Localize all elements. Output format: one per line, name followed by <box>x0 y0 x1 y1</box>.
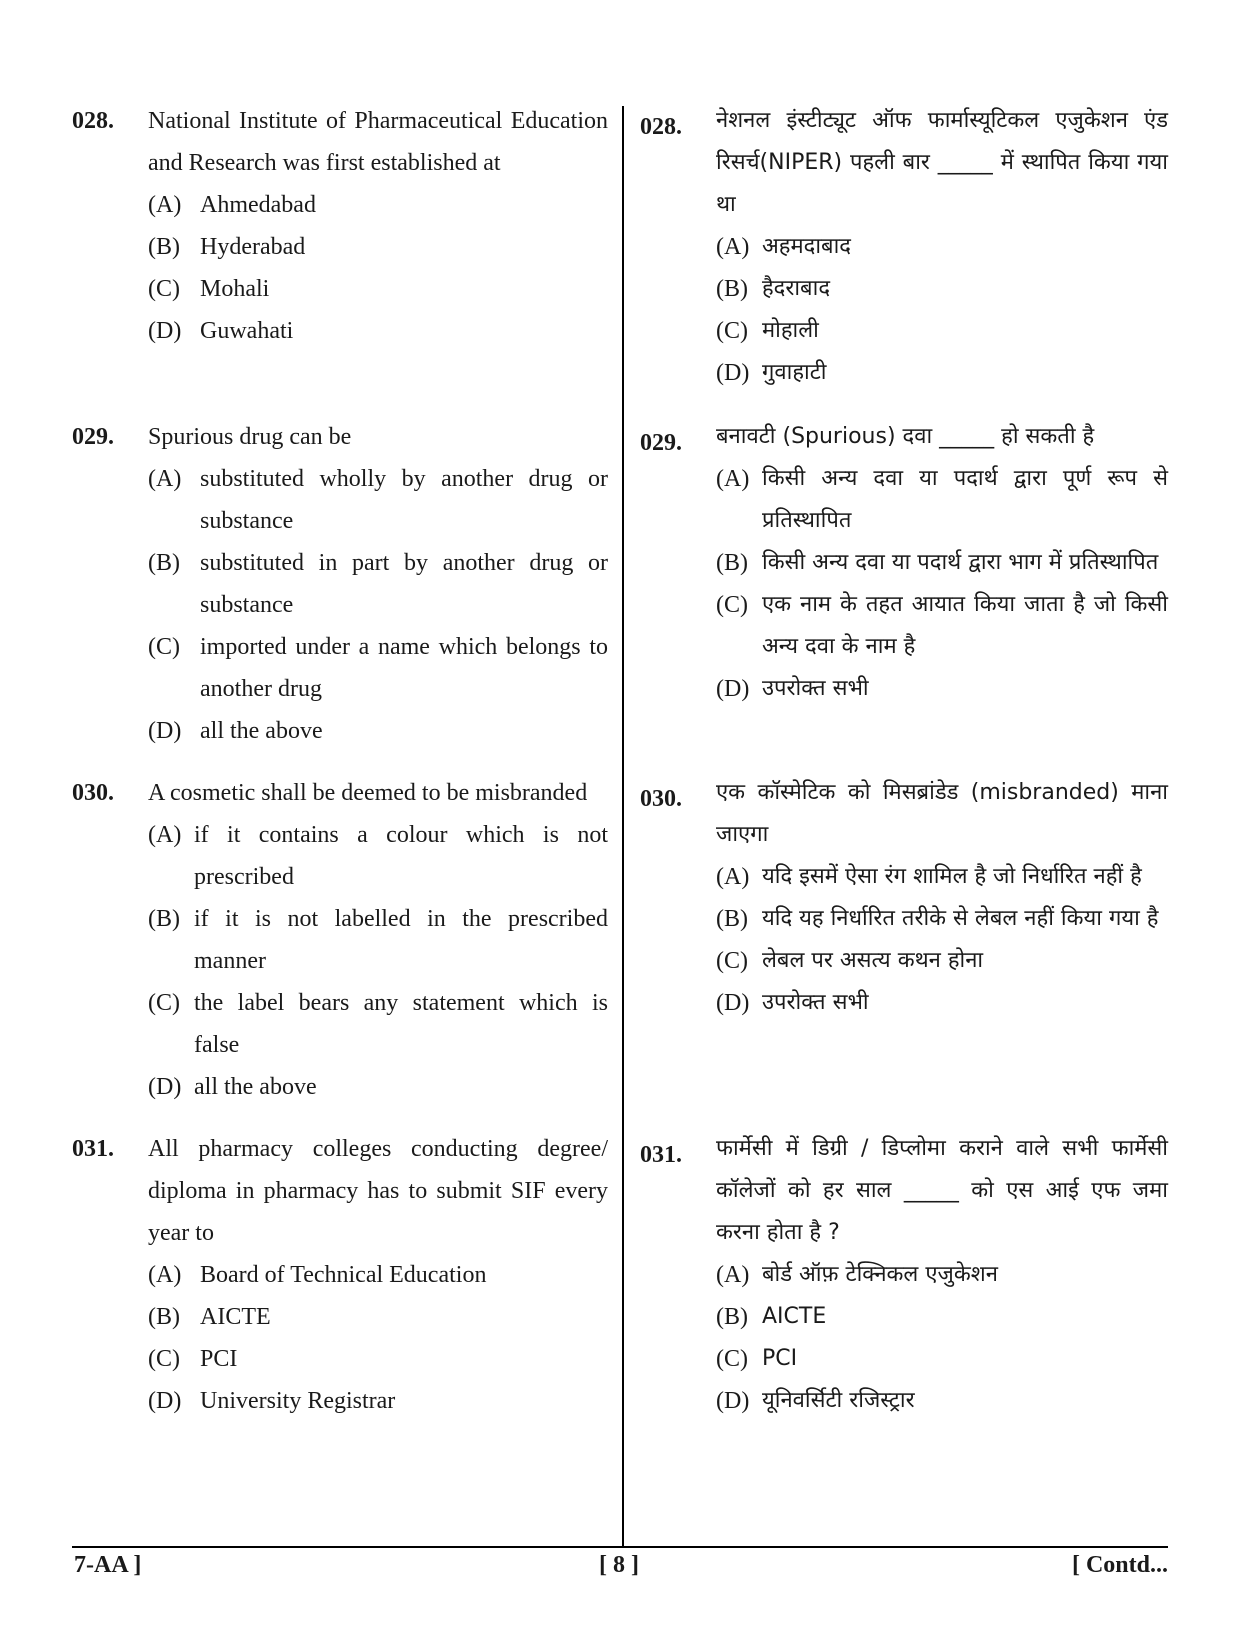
question-028-hi <box>640 100 1168 394</box>
option-c <box>148 626 608 710</box>
option-d <box>148 710 608 752</box>
option-text: if it is not labelled in the prescribed manner <box>194 906 608 974</box>
question-028-en <box>72 100 608 352</box>
question-031-en <box>72 1128 608 1422</box>
option-label: (D) <box>716 990 750 1016</box>
option-d <box>716 668 1168 710</box>
booklet-code: 7-AA ] <box>74 1552 142 1578</box>
option-label: (C) <box>148 276 180 302</box>
option-text: गुवाहाटी <box>762 360 827 385</box>
option-label: (D) <box>148 1074 182 1100</box>
option-label: (B) <box>148 234 180 260</box>
option-d <box>716 1380 1168 1422</box>
options-list <box>716 226 1168 394</box>
option-text: University Registrar <box>200 1388 396 1414</box>
option-text: उपरोक्त सभी <box>762 676 869 701</box>
option-label: (C) <box>148 1346 180 1372</box>
option-c <box>148 1338 608 1380</box>
option-text: Board of Technical Education <box>200 1262 487 1288</box>
option-label: (B) <box>148 550 180 576</box>
option-label: (A) <box>148 1262 182 1288</box>
option-label: (C) <box>148 634 180 660</box>
option-text: AICTE <box>200 1304 271 1330</box>
option-label: (A) <box>148 192 182 218</box>
option-text: हैदराबाद <box>762 276 831 301</box>
question-text: All pharmacy colleges conducting degree/ diploma in pharmacy has to submit SIF every year to <box>148 1136 608 1246</box>
page-number: [ 8 ] <box>599 1552 639 1578</box>
question-text: Spurious drug can be <box>148 424 352 450</box>
option-text: यूनिवर्सिटी रजिस्ट्रार <box>762 1388 915 1413</box>
question-number: 030. <box>640 786 682 812</box>
option-c <box>716 940 1168 982</box>
option-label: (B) <box>716 276 748 302</box>
question-number: 030. <box>72 780 114 806</box>
option-label: (A) <box>716 864 750 890</box>
option-a <box>148 458 608 542</box>
question-029-hi <box>640 416 1168 710</box>
option-label: (B) <box>148 1304 180 1330</box>
option-label: (D) <box>148 718 182 744</box>
option-label: (A) <box>716 1262 750 1288</box>
question-number: 028. <box>72 108 114 134</box>
option-label: (A) <box>148 822 182 848</box>
option-label: (B) <box>716 1304 748 1330</box>
options-list <box>716 856 1168 1024</box>
options-list <box>148 458 608 752</box>
question-number: 028. <box>640 114 682 140</box>
option-b <box>716 1296 1168 1338</box>
question-number: 029. <box>640 430 682 456</box>
options-list <box>716 458 1168 710</box>
option-text: if it contains a colour which is not prescribed <box>194 822 608 890</box>
option-text: लेबल पर असत्य कथन होना <box>762 948 984 973</box>
option-c <box>716 584 1168 668</box>
options-list <box>148 814 608 1108</box>
option-a <box>148 1254 608 1296</box>
question-text: बनावटी (Spurious) दवा _____ हो सकती है <box>716 424 1095 449</box>
question-text: फार्मेसी में डिग्री / डिप्लोमा कराने वाले सभी फार्मेसी कॉलेजों को हर साल _____ को एस आई एफ जमा करना होता है ? <box>716 1136 1168 1245</box>
option-text: यदि इसमें ऐसा रंग शामिल है जो निर्धारित नहीं है <box>762 864 1142 889</box>
option-text: substituted wholly by another drug or substance <box>200 466 608 534</box>
option-text: AICTE <box>762 1304 827 1329</box>
option-label: (C) <box>716 1346 748 1372</box>
option-text: the label bears any statement which is false <box>194 990 608 1058</box>
question-number: 031. <box>72 1136 114 1162</box>
option-a <box>716 856 1168 898</box>
option-text: imported under a name which belongs to another drug <box>200 634 608 702</box>
option-a <box>148 814 608 898</box>
option-b <box>716 268 1168 310</box>
option-text: किसी अन्य दवा या पदार्थ द्वारा पूर्ण रूप से प्रतिस्थापित <box>762 466 1168 533</box>
question-text: A cosmetic shall be deemed to be misbranded <box>148 780 588 806</box>
option-text: अहमदाबाद <box>762 234 851 259</box>
option-d <box>148 1380 608 1422</box>
option-text: उपरोक्त सभी <box>762 990 869 1015</box>
option-label: (C) <box>716 948 748 974</box>
option-c <box>716 1338 1168 1380</box>
option-label: (B) <box>716 906 748 932</box>
options-list <box>148 1254 608 1422</box>
option-text: Hyderabad <box>200 234 306 260</box>
option-text: all the above <box>194 1074 317 1100</box>
option-label: (D) <box>148 1388 182 1414</box>
option-d <box>716 982 1168 1024</box>
footer-rule <box>72 1546 1168 1548</box>
option-text: substituted in part by another drug or substance <box>200 550 608 618</box>
question-text: नेशनल इंस्टीट्यूट ऑफ फार्मास्यूटिकल एजुकेशन एंड रिसर्च(NIPER) पहली बार _____ में स्थापित किया गया था <box>716 108 1168 217</box>
option-text: Guwahati <box>200 318 294 344</box>
question-030-hi <box>640 772 1168 1024</box>
option-text: बोर्ड ऑफ़ टेक्निकल एजुकेशन <box>762 1262 998 1287</box>
option-text: किसी अन्य दवा या पदार्थ द्वारा भाग में प्रतिस्थापित <box>762 550 1159 575</box>
option-d <box>716 352 1168 394</box>
option-b <box>716 898 1168 940</box>
option-text: मोहाली <box>762 318 819 343</box>
option-label: (B) <box>148 906 180 932</box>
question-029-en <box>72 416 608 752</box>
option-label: (C) <box>148 990 180 1016</box>
option-label: (A) <box>148 466 182 492</box>
option-b <box>148 226 608 268</box>
option-b <box>148 1296 608 1338</box>
question-text: एक कॉस्मेटिक को मिसब्रांडेड (misbranded) माना जाएगा <box>716 780 1168 847</box>
question-030-en <box>72 772 608 1108</box>
question-number: 031. <box>640 1142 682 1168</box>
question-text: National Institute of Pharmaceutical Education and Research was first established at <box>148 108 608 176</box>
option-a <box>716 458 1168 542</box>
option-label: (C) <box>716 318 748 344</box>
options-list <box>716 1254 1168 1422</box>
option-label: (D) <box>716 1388 750 1414</box>
option-label: (A) <box>716 234 750 260</box>
option-text: PCI <box>762 1346 798 1371</box>
option-label: (D) <box>716 360 750 386</box>
option-b <box>716 542 1168 584</box>
option-b <box>148 542 608 626</box>
option-label: (A) <box>716 466 750 492</box>
option-text: all the above <box>200 718 323 744</box>
option-a <box>716 1254 1168 1296</box>
options-list <box>148 184 608 352</box>
question-number: 029. <box>72 424 114 450</box>
option-b <box>148 898 608 982</box>
continued-note: [ Contd... <box>1071 1552 1168 1578</box>
option-text: एक नाम के तहत आयात किया जाता है जो किसी अन्य दवा के नाम है <box>762 592 1168 659</box>
option-label: (D) <box>716 676 750 702</box>
option-label: (B) <box>716 550 748 576</box>
option-a <box>716 226 1168 268</box>
option-label: (C) <box>716 592 748 618</box>
column-divider <box>622 106 624 1546</box>
option-c <box>148 268 608 310</box>
option-a <box>148 184 608 226</box>
option-text: Mohali <box>200 276 270 302</box>
option-text: Ahmedabad <box>200 192 316 218</box>
option-d <box>148 1066 608 1108</box>
option-text: यदि यह निर्धारित तरीके से लेबल नहीं किया गया है <box>762 906 1159 931</box>
option-c <box>148 982 608 1066</box>
question-031-hi <box>640 1128 1168 1422</box>
option-text: PCI <box>200 1346 238 1372</box>
option-label: (D) <box>148 318 182 344</box>
option-c <box>716 310 1168 352</box>
option-d <box>148 310 608 352</box>
